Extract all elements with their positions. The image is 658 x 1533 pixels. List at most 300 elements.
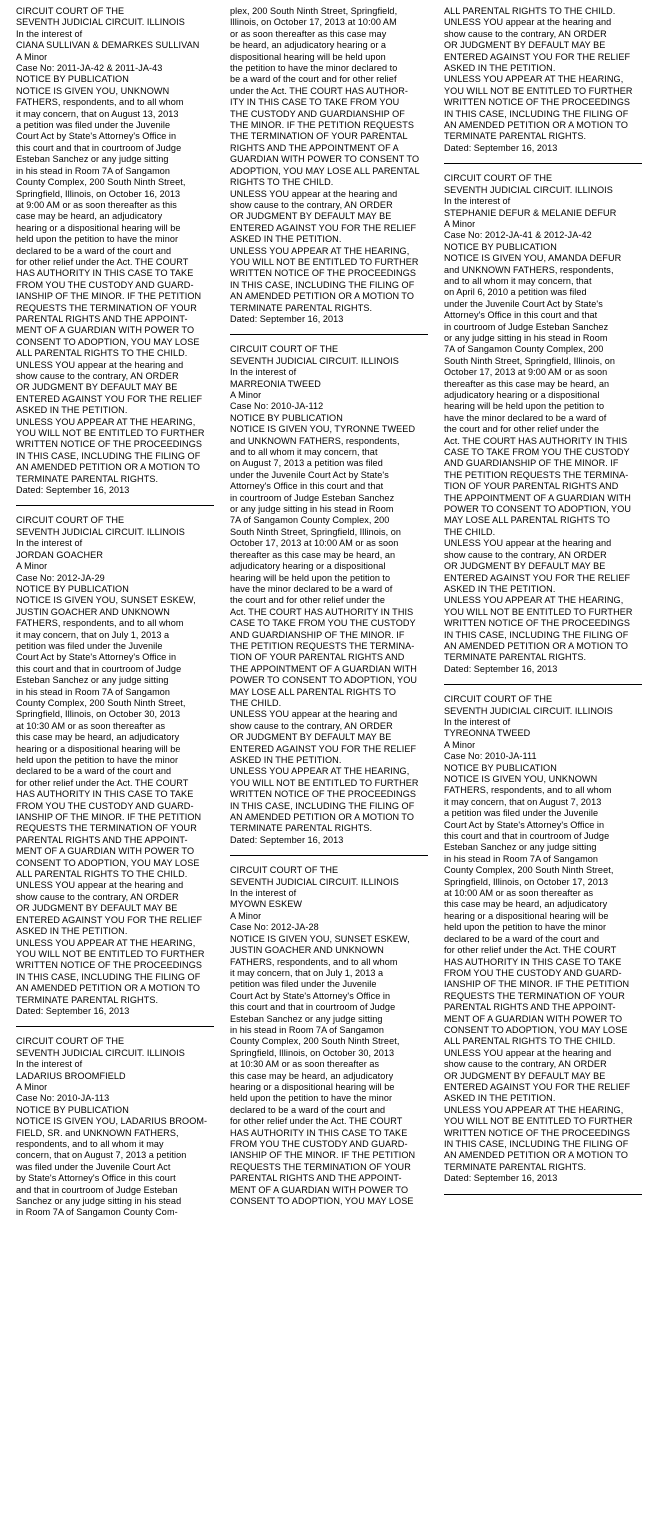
notice-line: OR JUDGMENT BY DEFAULT MAY BE bbox=[230, 211, 392, 222]
notice-line: Dated: September 16, 2013 bbox=[444, 663, 558, 674]
notice-line: was filed under the Juvenile Court Act bbox=[16, 1161, 171, 1172]
notice-line: A Minor bbox=[16, 51, 48, 62]
notice-line: THE CUSTODY AND GUARDIANSHIP OF bbox=[230, 108, 405, 119]
notice-line: OR JUDGMENT BY DEFAULT MAY BE bbox=[16, 903, 178, 914]
notice-line: AN AMENDED PETITION OR A MOTION TO bbox=[16, 462, 201, 473]
notice-line: HAS AUTHORITY IN THIS CASE TO TAKE bbox=[230, 1127, 408, 1138]
notice-line: for other relief under the Act. THE COURT bbox=[444, 945, 617, 956]
notice-line: CONSENT TO ADOPTION, YOU MAY LOSE bbox=[230, 1196, 414, 1207]
notice-line: In the interest of bbox=[230, 367, 297, 378]
notice-line: held upon the petition to have the minor bbox=[444, 922, 607, 933]
notice-line: Case No: 2012-JA-29 bbox=[16, 572, 105, 583]
notice-line: UNLESS YOU APPEAR AT THE HEARING, bbox=[444, 1104, 624, 1115]
notice-line: in his stead in Room 7A of Sangamon bbox=[16, 165, 171, 176]
notice-line: Court Act by State's Attorney's Office in bbox=[444, 819, 605, 830]
notice-line: Dated: September 16, 2013 bbox=[444, 1173, 558, 1184]
notice-line: TION OF YOUR PARENTAL RIGHTS AND bbox=[230, 652, 405, 663]
notice-line: Act. THE COURT HAS AUTHORITY IN THIS bbox=[230, 606, 414, 617]
notice-line: ENTERED AGAINST YOU FOR THE RELIEF bbox=[16, 393, 203, 404]
notice-line: it may concern, that on July 1, 2013 a bbox=[230, 967, 384, 978]
notice-line: for other relief under the Act. THE COURT bbox=[16, 777, 189, 788]
notice-line: ENTERED AGAINST YOU FOR THE RELIEF bbox=[444, 572, 631, 583]
notice-line: TERMINATE PARENTAL RIGHTS. bbox=[16, 994, 159, 1005]
legal-notice bbox=[16, 1036, 214, 1219]
notice-line: TERMINATE PARENTAL RIGHTS. bbox=[230, 302, 373, 313]
notice-line: AN AMENDED PETITION OR A MOTION TO bbox=[444, 640, 629, 651]
notice-line: petition was filed under the Juvenile bbox=[230, 979, 377, 990]
notice-line: NOTICE BY PUBLICATION bbox=[230, 412, 343, 423]
notice-line: UNLESS YOU APPEAR AT THE HEARING, bbox=[230, 766, 410, 777]
notice-line: October 17, 2013 at 10:00 AM or as soon bbox=[230, 538, 399, 549]
notice-line: MENT OF A GUARDIAN WITH POWER TO bbox=[16, 325, 195, 336]
notice-line: NOTICE IS GIVEN YOU, UNKNOWN bbox=[16, 85, 170, 96]
notice-line: GUARDIAN WITH POWER TO CONSENT TO bbox=[230, 154, 420, 165]
notice-line: CIRCUIT COURT OF THE bbox=[16, 6, 125, 16]
notice-line: SEVENTH JUDICIAL CIRCUIT. ILLINOIS bbox=[444, 705, 613, 716]
notice-line: YOU WILL NOT BE ENTITLED TO FURTHER bbox=[230, 777, 419, 788]
notice-line: ALL PARENTAL RIGHTS TO THE CHILD. bbox=[444, 1036, 616, 1047]
notice-line: NOTICE BY PUBLICATION bbox=[16, 583, 129, 594]
notice-line: CIRCUIT COURT OF THE bbox=[16, 1036, 125, 1047]
notice-line: show cause to the contrary, AN ORDER bbox=[230, 720, 393, 731]
notice-line: Court Act by State's Attorney's Office in bbox=[16, 652, 177, 663]
notice-line: A Minor bbox=[230, 910, 262, 921]
notice-line: in his stead in Room 7A of Sangamon bbox=[230, 1024, 385, 1035]
notice-line: HAS AUTHORITY IN THIS CASE TO TAKE bbox=[16, 789, 194, 800]
notice-line: JUSTIN GOACHER AND UNKNOWN bbox=[16, 606, 170, 617]
notice-line: Illinois, on October 17, 2013 at 10:00 AM bbox=[230, 17, 397, 28]
notice-line: ASKED IN THE PETITION. bbox=[444, 1093, 556, 1104]
notice-line: Case No: 2010-JA-111 bbox=[444, 751, 537, 762]
notice-line: TERMINATE PARENTAL RIGHTS. bbox=[444, 131, 587, 142]
notice-line: CONSENT TO ADOPTION, YOU MAY LOSE bbox=[16, 336, 200, 347]
legal-notice bbox=[444, 6, 642, 154]
legal-notice bbox=[230, 865, 428, 1207]
notice-line: declared to be a ward of the court and bbox=[16, 245, 172, 256]
notice-line: for other relief under the Act. THE COURT bbox=[230, 1116, 403, 1127]
notice-line: YOU WILL NOT BE ENTITLED TO FURTHER bbox=[230, 256, 419, 267]
notice-line: UNLESS YOU APPEAR AT THE HEARING, bbox=[16, 416, 196, 427]
notice-line: TERMINATE PARENTAL RIGHTS. bbox=[444, 652, 587, 663]
notice-line: UNLESS YOU appear at the hearing and bbox=[444, 538, 612, 549]
notice-line: A Minor bbox=[444, 739, 476, 750]
notice-line: NOTICE BY PUBLICATION bbox=[16, 1104, 129, 1115]
notice-line: at 10:00 AM or as soon thereafter as bbox=[444, 888, 594, 899]
notice-line: show cause to the contrary, AN ORDER bbox=[230, 199, 393, 210]
notice-line: respondents, and to all whom it may bbox=[16, 1139, 164, 1149]
notice-line: at 10:30 AM or as soon thereafter as bbox=[16, 720, 166, 731]
notice-line: ALL PARENTAL RIGHTS TO THE CHILD. bbox=[16, 869, 188, 880]
notice-line: hearing will be held upon the petition to bbox=[230, 572, 391, 583]
notice-line: WRITTEN NOTICE OF THE PROCEEDINGS bbox=[230, 268, 417, 279]
notice-line: by State's Attorney's Office in this court bbox=[16, 1173, 176, 1184]
notice-line: 7A of Sangamon County Complex, 200 bbox=[444, 344, 604, 355]
notice-line: ENTERED AGAINST YOU FOR THE RELIEF bbox=[230, 222, 417, 233]
notice-line: TERMINATE PARENTAL RIGHTS. bbox=[444, 1161, 587, 1172]
notice-line: Springfield, Illinois, on October 30, 2013 bbox=[230, 1047, 395, 1058]
notice-line: In the interest of bbox=[16, 538, 83, 549]
notice-line: at 10:30 AM or as soon thereafter as bbox=[230, 1059, 380, 1070]
notice-line: POWER TO CONSENT TO ADOPTION, YOU bbox=[444, 504, 632, 515]
notice-line: held upon the petition to have the minor bbox=[16, 234, 179, 245]
notice-line: SEVENTH JUDICIAL CIRCUIT. ILLINOIS bbox=[16, 17, 185, 28]
notice-line: THE TERMINATION OF YOUR PARENTAL bbox=[230, 131, 408, 142]
notice-divider bbox=[230, 855, 428, 856]
notice-line: TYREONNA TWEED bbox=[444, 728, 531, 739]
notice-line: CIRCUIT COURT OF THE bbox=[444, 173, 553, 184]
notice-line: Esteban Sanchez or any judge sitting bbox=[16, 154, 169, 165]
notice-line: IN THIS CASE, INCLUDING THE FILING OF bbox=[16, 450, 201, 461]
notice-line: a petition was filed under the Juvenile bbox=[16, 120, 171, 131]
notice-line: In the interest of bbox=[16, 28, 83, 39]
legal-notice bbox=[16, 6, 214, 496]
notice-line: YOU WILL NOT BE ENTITLED TO FURTHER bbox=[444, 85, 633, 96]
notice-line: ENTERED AGAINST YOU FOR THE RELIEF bbox=[444, 1081, 631, 1092]
notice-line: THE MINOR. IF THE PETITION REQUESTS bbox=[230, 120, 414, 131]
notice-line: South Ninth Street, Springfield, Illinois, on bbox=[230, 526, 402, 537]
notice-line: CONSENT TO ADOPTION, YOU MAY LOSE bbox=[444, 1024, 628, 1035]
notice-line: Dated: September 16, 2013 bbox=[16, 1005, 130, 1016]
notice-line: under the Juvenile Court Act by State's bbox=[444, 298, 603, 309]
notice-line: UNLESS YOU APPEAR AT THE HEARING, bbox=[230, 245, 410, 256]
notice-line: Dated: September 16, 2013 bbox=[230, 834, 344, 845]
notice-line: or as soon thereafter as this case may bbox=[230, 28, 387, 39]
notice-line: Attorney's Office in this court and that bbox=[230, 481, 384, 492]
notice-line: County Complex, 200 South Ninth Street, bbox=[444, 865, 614, 876]
notice-line: CONSENT TO ADOPTION, YOU MAY LOSE bbox=[16, 857, 200, 868]
notice-line: ITY IN THIS CASE TO TAKE FROM YOU bbox=[230, 97, 400, 108]
notice-divider bbox=[444, 1194, 642, 1195]
notice-line: PARENTAL RIGHTS AND THE APPOINT- bbox=[230, 1173, 402, 1184]
notice-line: October 17, 2013 at 9:00 AM or as soon bbox=[444, 367, 608, 378]
notice-line: have the minor declared to be a ward of bbox=[444, 412, 607, 423]
notice-line: show cause to the contrary, AN ORDER bbox=[444, 28, 607, 39]
notice-line: ASKED IN THE PETITION. bbox=[444, 583, 556, 594]
notice-line: FATHERS, respondents, and to all whom bbox=[444, 785, 612, 796]
notice-line: in his stead in Room 7A of Sangamon bbox=[444, 853, 599, 864]
notice-line: CIRCUIT COURT OF THE bbox=[230, 865, 339, 876]
notice-line: SEVENTH JUDICIAL CIRCUIT. ILLINOIS bbox=[444, 184, 613, 195]
notice-line: declared to be a ward of the court and bbox=[444, 933, 600, 944]
notice-line: REQUESTS THE TERMINATION OF YOUR bbox=[16, 302, 197, 313]
notice-column bbox=[222, 6, 436, 1207]
notice-line: RIGHTS TO THE CHILD. bbox=[230, 177, 334, 188]
notice-line: MARREONIA TWEED bbox=[230, 378, 321, 389]
notice-line: be a ward of the court and for other relief bbox=[230, 74, 397, 85]
notice-line: the petition to have the minor declared to bbox=[230, 63, 398, 74]
notice-line: IANSHIP OF THE MINOR. IF THE PETITION bbox=[230, 1150, 416, 1161]
notice-line: in courtroom of Judge Esteban Sanchez bbox=[444, 321, 609, 332]
notice-line: County Complex, 200 South Ninth Street, bbox=[230, 1036, 400, 1047]
notice-line: Springfield, Illinois, on October 17, 2013 bbox=[444, 876, 609, 887]
notice-line: ADOPTION, YOU MAY LOSE ALL PARENTAL bbox=[230, 165, 420, 176]
notice-line: YOU WILL NOT BE ENTITLED TO FURTHER bbox=[444, 1116, 633, 1127]
notice-line: thereafter as this case may be heard, an bbox=[230, 549, 396, 560]
notice-line: A Minor bbox=[16, 1081, 48, 1092]
notice-line: ALL PARENTAL RIGHTS TO THE CHILD. bbox=[444, 6, 616, 16]
notice-line: ENTERED AGAINST YOU FOR THE RELIEF bbox=[444, 51, 631, 62]
notice-line: Act. THE COURT HAS AUTHORITY IN THIS bbox=[444, 435, 628, 446]
notice-line: In the interest of bbox=[16, 1059, 83, 1070]
notice-line: THE CHILD. bbox=[444, 526, 496, 537]
notice-line: held upon the petition to have the minor bbox=[16, 755, 179, 765]
notice-line: YOU WILL NOT BE ENTITLED TO FURTHER bbox=[16, 428, 205, 439]
notice-line: declared to be a ward of the court and bbox=[16, 766, 172, 777]
notice-line: the court and for other relief under the bbox=[444, 424, 600, 435]
notice-line: UNLESS YOU appear at the hearing and bbox=[444, 1047, 612, 1058]
notice-line: YOU WILL NOT BE ENTITLED TO FURTHER bbox=[16, 948, 205, 959]
notice-line: AN AMENDED PETITION OR A MOTION TO bbox=[444, 120, 629, 131]
notice-line: UNLESS YOU APPEAR AT THE HEARING, bbox=[444, 595, 624, 606]
notice-line: County Complex, 200 South Ninth Street, bbox=[16, 177, 186, 188]
notice-line: FROM YOU THE CUSTODY AND GUARD- bbox=[444, 967, 622, 978]
notice-line: IN THIS CASE, INCLUDING THE FILING OF bbox=[230, 279, 415, 290]
notice-line: WRITTEN NOTICE OF THE PROCEEDINGS bbox=[444, 1127, 631, 1138]
notice-line: SEVENTH JUDICIAL CIRCUIT. ILLINOIS bbox=[230, 355, 399, 366]
notice-line: a petition was filed under the Juvenile bbox=[444, 808, 599, 819]
notice-line: Esteban Sanchez or any judge sitting bbox=[444, 842, 597, 853]
notice-line: CASE TO TAKE FROM YOU THE CUSTODY bbox=[444, 447, 630, 458]
notice-line: Esteban Sanchez or any judge sitting bbox=[16, 675, 169, 686]
notice-line: this court and that in courtroom of Judge bbox=[16, 142, 182, 153]
notice-line: show cause to the contrary, AN ORDER bbox=[444, 549, 607, 560]
notice-line: show cause to the contrary, AN ORDER bbox=[16, 371, 179, 381]
notice-line: ASKED IN THE PETITION. bbox=[230, 234, 342, 245]
notice-line: AND GUARDIANSHIP OF THE MINOR. IF bbox=[444, 458, 619, 469]
notice-line: or any judge sitting in his stead in Room bbox=[230, 504, 394, 515]
notice-line: OR JUDGMENT BY DEFAULT MAY BE bbox=[230, 732, 392, 743]
notice-line: WRITTEN NOTICE OF THE PROCEEDINGS bbox=[16, 960, 203, 971]
notice-line: In the interest of bbox=[230, 888, 297, 899]
notice-line: be heard, an adjudicatory hearing or a bbox=[230, 40, 387, 51]
notice-line: adjudicatory hearing or a dispositional bbox=[230, 561, 386, 572]
notice-line: OR JUDGMENT BY DEFAULT MAY BE bbox=[16, 382, 178, 393]
notice-divider bbox=[16, 505, 214, 506]
notice-line: Esteban Sanchez or any judge sitting bbox=[230, 1013, 383, 1024]
notice-line: IN THIS CASE, INCLUDING THE FILING OF bbox=[230, 800, 415, 811]
notice-line: NOTICE IS GIVEN YOU, TYRONNE TWEED bbox=[230, 424, 416, 435]
notice-line: CIRCUIT COURT OF THE bbox=[16, 515, 125, 526]
notice-line: adjudicatory hearing or a dispositional bbox=[444, 390, 600, 400]
notice-line: and to all whom it may concern, that bbox=[230, 447, 378, 458]
notice-line: AN AMENDED PETITION OR A MOTION TO bbox=[444, 1150, 629, 1161]
notice-line: OR JUDGMENT BY DEFAULT MAY BE bbox=[444, 561, 606, 572]
notice-line: IN THIS CASE, INCLUDING THE FILING OF bbox=[444, 629, 629, 640]
notice-line: PARENTAL RIGHTS AND THE APPOINT- bbox=[444, 1002, 616, 1013]
notice-line: THE PETITION REQUESTS THE TERMINA- bbox=[444, 469, 629, 480]
notice-line: CASE TO TAKE FROM YOU THE CUSTODY bbox=[230, 618, 416, 629]
legal-notice bbox=[444, 173, 642, 675]
notice-line: this court and that in courtroom of Judge bbox=[16, 663, 182, 674]
notice-line: at 9:00 AM or as soon thereafter as this bbox=[16, 199, 177, 210]
notice-line: hearing will be held upon the petition to bbox=[444, 401, 605, 412]
notice-line: hearing or a dispositional hearing will be bbox=[16, 743, 181, 754]
notice-line: this court and that in courtroom of Judge bbox=[230, 1002, 396, 1013]
notice-line: have the minor declared to be a ward of bbox=[230, 583, 393, 594]
notice-line: Court Act by State's Attorney's Office in bbox=[230, 990, 391, 1001]
notice-line: ASKED IN THE PETITION. bbox=[16, 405, 128, 416]
notice-line: this case may be heard, an adjudicatory bbox=[16, 732, 180, 743]
notice-line: Case No: 2010-JA-113 bbox=[16, 1093, 110, 1104]
notice-line: FIELD, SR. and UNKNOWN FATHERS, bbox=[16, 1127, 179, 1138]
notice-line: FROM YOU THE CUSTODY AND GUARD- bbox=[16, 279, 194, 290]
notice-line: THE APPOINTMENT OF A GUARDIAN WITH bbox=[444, 492, 631, 503]
notice-line: MENT OF A GUARDIAN WITH POWER TO bbox=[16, 846, 195, 857]
notice-line: this case may be heard, an adjudicatory bbox=[230, 1070, 394, 1081]
notice-line: Dated: September 16, 2013 bbox=[16, 485, 130, 496]
notice-divider bbox=[16, 1026, 214, 1027]
notice-line: PARENTAL RIGHTS AND THE APPOINT- bbox=[16, 834, 188, 845]
notice-column bbox=[436, 6, 650, 1204]
notice-line: UNLESS YOU appear at the hearing and bbox=[16, 359, 184, 370]
notice-line: ASKED IN THE PETITION. bbox=[230, 755, 342, 765]
notice-line: hearing or a dispositional hearing will be bbox=[230, 1081, 395, 1092]
notice-line: Springfield, Illinois, on October 16, 2013 bbox=[16, 188, 181, 199]
notice-divider bbox=[444, 163, 642, 164]
notice-line: ENTERED AGAINST YOU FOR THE RELIEF bbox=[16, 914, 203, 925]
notice-line: it may concern, that on July 1, 2013 a bbox=[16, 629, 170, 640]
notice-line: UNLESS YOU appear at the hearing and bbox=[444, 17, 612, 28]
notice-line: FROM YOU THE CUSTODY AND GUARD- bbox=[16, 800, 194, 811]
notice-line: REQUESTS THE TERMINATION OF YOUR bbox=[444, 990, 625, 1001]
notice-line: IANSHIP OF THE MINOR. IF THE PETITION bbox=[16, 812, 202, 823]
notice-line: UNLESS YOU appear at the hearing and bbox=[230, 188, 398, 199]
notice-line: dispositional hearing will be held upon bbox=[230, 51, 386, 62]
notice-line: FATHERS, respondents, and to all whom bbox=[230, 956, 398, 967]
legal-notice bbox=[444, 694, 642, 1184]
notice-line: ASKED IN THE PETITION. bbox=[16, 926, 128, 937]
notice-line: AND GUARDIANSHIP OF THE MINOR. IF bbox=[230, 629, 405, 640]
notice-line: FATHERS, respondents, and to all whom bbox=[16, 618, 184, 629]
notice-line: IN THIS CASE, INCLUDING THE FILING OF bbox=[16, 971, 201, 982]
notice-line: WRITTEN NOTICE OF THE PROCEEDINGS bbox=[444, 97, 631, 108]
notice-line: or any judge sitting in his stead in Room bbox=[444, 332, 608, 343]
notice-line: UNLESS YOU appear at the hearing and bbox=[16, 880, 184, 891]
notice-line: HAS AUTHORITY IN THIS CASE TO TAKE bbox=[444, 956, 622, 967]
notice-line: SEVENTH JUDICIAL CIRCUIT. ILLINOIS bbox=[16, 526, 185, 537]
notice-line: ALL PARENTAL RIGHTS TO THE CHILD. bbox=[16, 348, 188, 359]
notice-line: TION OF YOUR PARENTAL RIGHTS AND bbox=[444, 481, 619, 492]
notice-line: AN AMENDED PETITION OR A MOTION TO bbox=[230, 812, 415, 823]
notice-line: IN THIS CASE, INCLUDING THE FILING OF bbox=[444, 108, 629, 119]
notice-line: hearing or a dispositional hearing will be bbox=[444, 910, 609, 921]
notice-line: Dated: September 16, 2013 bbox=[230, 313, 344, 324]
notice-line: thereafter as this case may be heard, an bbox=[444, 378, 610, 389]
notice-line: MAY LOSE ALL PARENTAL RIGHTS TO bbox=[230, 686, 396, 697]
notice-line: on April 6, 2010 a petition was filed bbox=[444, 287, 587, 298]
notice-line: A Minor bbox=[444, 218, 476, 229]
notice-line: NOTICE IS GIVEN YOU, UNKNOWN bbox=[444, 774, 598, 784]
notice-line: Court Act by State's Attorney's Office in bbox=[16, 131, 177, 142]
notice-line: on August 7, 2013 a petition was filed bbox=[230, 458, 383, 469]
notice-line: RIGHTS AND THE APPOINTMENT OF A bbox=[230, 142, 399, 153]
notice-line: LADARIUS BROOMFIELD bbox=[16, 1070, 126, 1081]
notice-line: AN AMENDED PETITION OR A MOTION TO bbox=[16, 983, 201, 994]
notice-line: HAS AUTHORITY IN THIS CASE TO TAKE bbox=[16, 268, 194, 279]
notice-line: Attorney's Office in this court and that bbox=[444, 310, 598, 321]
notice-line: MAY LOSE ALL PARENTAL RIGHTS TO bbox=[444, 515, 610, 526]
notice-line: THE PETITION REQUESTS THE TERMINA- bbox=[230, 640, 415, 651]
notice-line: declared to be a ward of the court and bbox=[230, 1104, 386, 1115]
notice-line: hearing or a dispositional hearing will be bbox=[16, 222, 181, 233]
notice-line: NOTICE IS GIVEN YOU, LADARIUS BROOM- bbox=[16, 1116, 208, 1127]
notice-line: OR JUDGMENT BY DEFAULT MAY BE bbox=[444, 1070, 606, 1081]
notice-line: REQUESTS THE TERMINATION OF YOUR bbox=[230, 1161, 411, 1172]
notice-line: UNLESS YOU appear at the hearing and bbox=[230, 709, 398, 720]
notice-line: POWER TO CONSENT TO ADOPTION, YOU bbox=[230, 675, 418, 686]
notice-line: Case No: 2012-JA-28 bbox=[230, 922, 319, 933]
notice-line: Case No: 2012-JA-41 & 2012-JA-42 bbox=[444, 230, 592, 241]
notice-line: the court and for other relief under the bbox=[230, 595, 386, 606]
notice-line: A Minor bbox=[230, 390, 262, 400]
notice-line: this case may be heard, an adjudicatory bbox=[444, 899, 608, 910]
notice-line: JORDAN GOACHER bbox=[16, 549, 103, 560]
notice-line: concern, that on August 7, 2013 a petition bbox=[16, 1150, 187, 1161]
notice-line: A Minor bbox=[16, 561, 48, 572]
notice-line: In the interest of bbox=[444, 716, 511, 727]
notice-line: case may be heard, an adjudicatory bbox=[16, 211, 163, 222]
notice-line: FROM YOU THE CUSTODY AND GUARD- bbox=[230, 1139, 408, 1149]
notice-line: IN THIS CASE, INCLUDING THE FILING OF bbox=[444, 1139, 629, 1149]
notice-line: it may concern, that on August 13, 2013 bbox=[16, 108, 179, 119]
notice-line: petition was filed under the Juvenile bbox=[16, 640, 163, 651]
notice-line: this court and that in courtroom of Judge bbox=[444, 831, 610, 842]
notice-line: THE CHILD. bbox=[230, 697, 282, 708]
notice-line: In the interest of bbox=[444, 196, 511, 207]
notice-line: held upon the petition to have the minor bbox=[230, 1093, 393, 1104]
notice-line: CIANA SULLIVAN & DEMARKES SULLIVAN bbox=[16, 40, 200, 51]
notice-line: Dated: September 16, 2013 bbox=[444, 142, 558, 153]
notice-line: and UNKNOWN FATHERS, respondents, bbox=[444, 264, 614, 275]
notice-line: JUSTIN GOACHER AND UNKNOWN bbox=[230, 945, 384, 956]
legal-notice bbox=[230, 344, 428, 846]
notice-line: County Complex, 200 South Ninth Street, bbox=[16, 697, 186, 708]
notice-line: show cause to the contrary, AN ORDER bbox=[16, 891, 179, 902]
notice-line: YOU WILL NOT BE ENTITLED TO FURTHER bbox=[444, 606, 633, 617]
notice-line: show cause to the contrary, AN ORDER bbox=[444, 1059, 607, 1070]
notice-line: SEVENTH JUDICIAL CIRCUIT. ILLINOIS bbox=[230, 876, 399, 887]
notice-line: TERMINATE PARENTAL RIGHTS. bbox=[16, 473, 159, 484]
notice-line: SEVENTH JUDICIAL CIRCUIT. ILLINOIS bbox=[16, 1047, 185, 1058]
legal-notice bbox=[230, 6, 428, 325]
notice-line: ASKED IN THE PETITION. bbox=[444, 63, 556, 74]
notice-line: Sanchez or any judge sitting in his stead bbox=[16, 1196, 182, 1207]
notice-line: Springfield, Illinois, on October 30, 2013 bbox=[16, 709, 181, 720]
notice-divider bbox=[444, 684, 642, 685]
notice-line: CIRCUIT COURT OF THE bbox=[230, 344, 339, 355]
notice-line: NOTICE BY PUBLICATION bbox=[444, 762, 557, 773]
notice-line: IANSHIP OF THE MINOR. IF THE PETITION bbox=[16, 291, 202, 302]
notice-line: MENT OF A GUARDIAN WITH POWER TO bbox=[444, 1013, 623, 1024]
notice-line: NOTICE BY PUBLICATION bbox=[16, 74, 129, 85]
notice-line: AN AMENDED PETITION OR A MOTION TO bbox=[230, 291, 415, 302]
notice-line: Case No: 2010-JA-112 bbox=[230, 401, 324, 412]
notice-line: OR JUDGMENT BY DEFAULT MAY BE bbox=[444, 40, 606, 51]
notice-line: UNLESS YOU APPEAR AT THE HEARING, bbox=[16, 937, 196, 948]
notice-line: MENT OF A GUARDIAN WITH POWER TO bbox=[230, 1184, 409, 1195]
notice-line: under the Act. THE COURT HAS AUTHOR- bbox=[230, 85, 409, 96]
notice-line: MYOWN ESKEW bbox=[230, 899, 303, 910]
notice-line: and to all whom it may concern, that bbox=[444, 275, 592, 286]
notice-line: and that in courtroom of Judge Esteban bbox=[16, 1184, 178, 1195]
notice-line: in Room 7A of Sangamon County Com- bbox=[16, 1207, 178, 1218]
notice-line: 7A of Sangamon County Complex, 200 bbox=[230, 515, 390, 526]
notice-line: STEPHANIE DEFUR & MELANIE DEFUR bbox=[444, 207, 617, 218]
notice-line: and UNKNOWN FATHERS, respondents, bbox=[230, 435, 400, 446]
notice-line: UNLESS YOU APPEAR AT THE HEARING, bbox=[444, 74, 624, 85]
notice-divider bbox=[230, 334, 428, 335]
notice-line: PARENTAL RIGHTS AND THE APPOINT- bbox=[16, 313, 188, 324]
